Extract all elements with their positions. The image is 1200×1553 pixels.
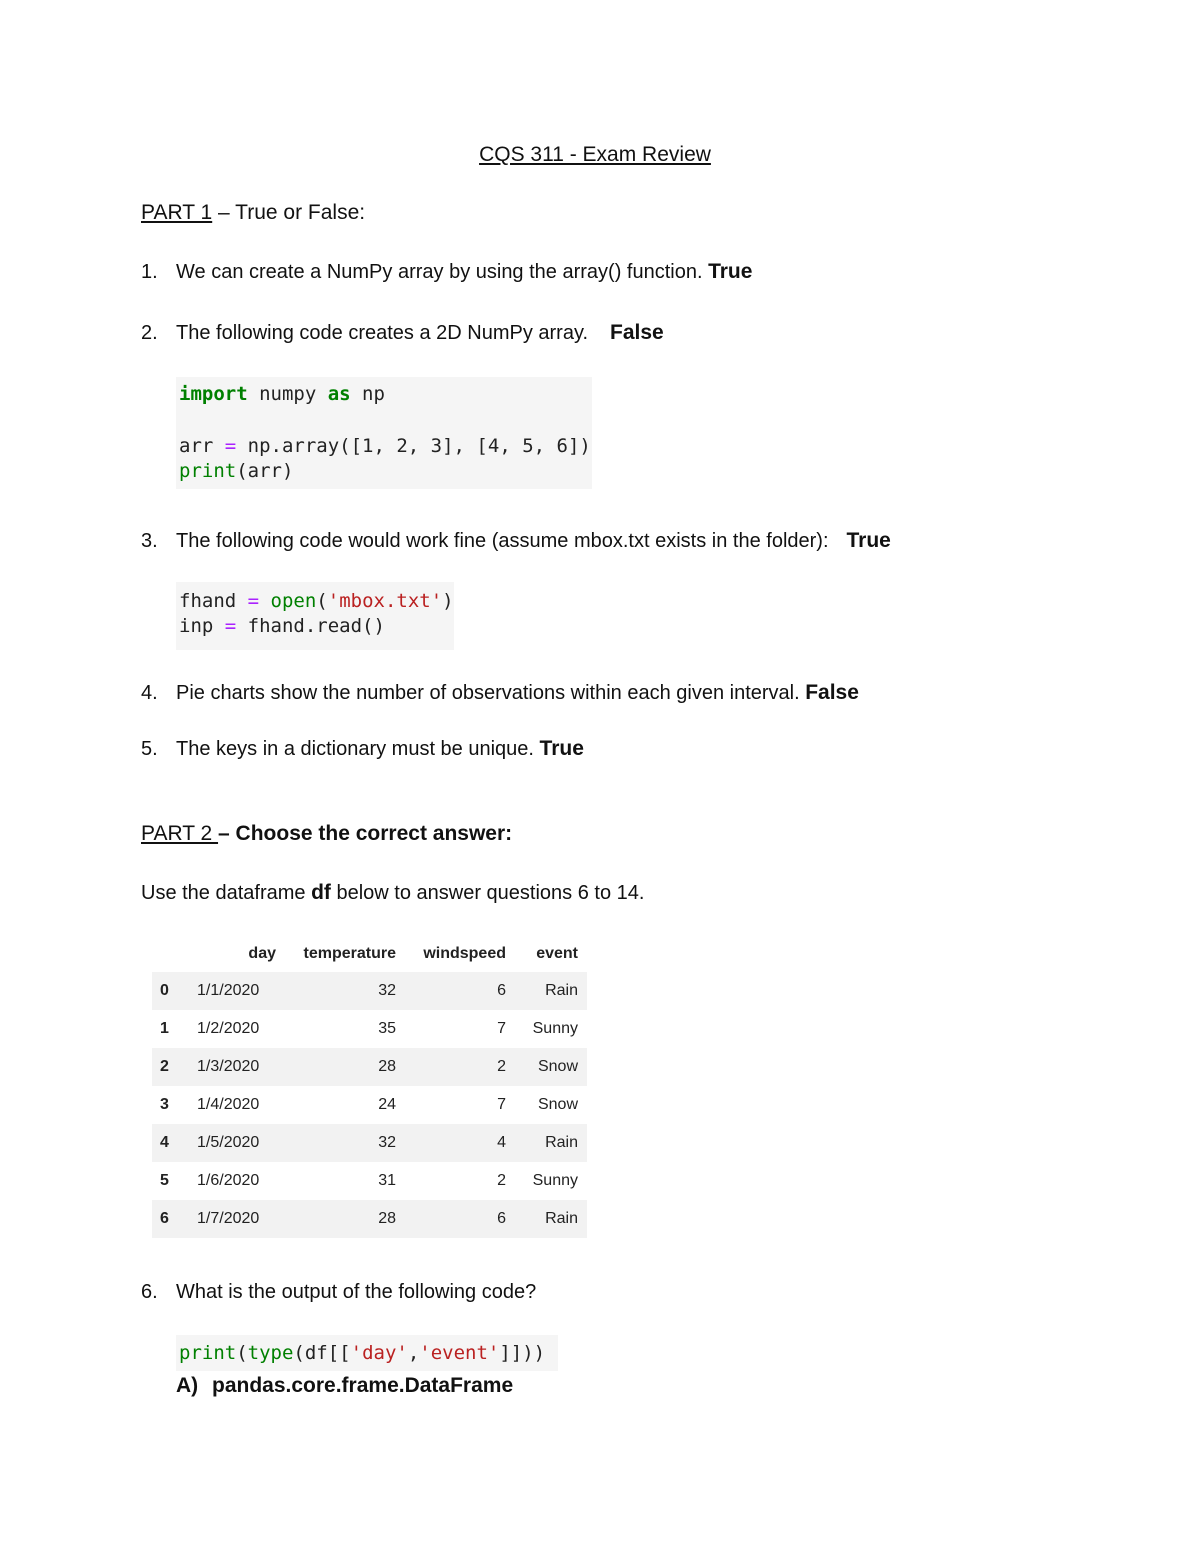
dataframe-intro (141, 881, 644, 905)
code-line-1 (179, 1342, 545, 1364)
code-token: ( (316, 590, 328, 612)
question-3 (141, 529, 891, 553)
builtin-print: print (179, 460, 237, 482)
column-header: windspeed (423, 945, 506, 962)
column-header: temperature (303, 945, 396, 962)
part1-heading (141, 201, 365, 225)
code-token: np (350, 383, 385, 405)
cell-temperature: 32 (285, 1124, 405, 1162)
cell-windspeed: 2 (497, 1172, 506, 1189)
builtin-open: open (259, 590, 317, 612)
cell-event: Sunny (532, 1020, 578, 1037)
builtin-type: type (247, 1342, 294, 1364)
code-token: ]])) (499, 1342, 546, 1364)
cell-event: Rain (515, 1200, 587, 1238)
cell-windspeed: 7 (497, 1096, 506, 1113)
row-index: 5 (160, 1172, 169, 1189)
code-token: arr (179, 435, 225, 457)
cell-windspeed: 4 (405, 1124, 515, 1162)
question-text: What is the output of the following code? (176, 1281, 537, 1303)
intro-text: Use the dataframe (141, 882, 312, 904)
code-block-type (176, 1335, 558, 1371)
question-text: The following code would work fine (assume mbox.txt exists in the folder): (176, 530, 829, 552)
part1-subtitle: – True or False: (212, 201, 366, 224)
table-row (152, 1162, 587, 1200)
cell-temperature: 31 (378, 1172, 396, 1189)
code-token: inp (179, 615, 225, 637)
question-number: 6. (141, 1281, 158, 1303)
keyword-import: import (179, 383, 248, 405)
builtin-print: print (179, 1342, 237, 1364)
question-5 (141, 737, 584, 761)
index-header (152, 936, 188, 972)
code-token: (arr) (236, 460, 294, 482)
code-token: ( (236, 1342, 248, 1364)
code-line-3 (179, 460, 293, 482)
row-index: 3 (160, 1096, 169, 1113)
column-header: day (248, 945, 276, 962)
question-number: 2. (141, 322, 158, 344)
option-a (176, 1374, 513, 1398)
intro-df-name: df (311, 881, 331, 904)
code-token: numpy (247, 383, 328, 405)
intro-text: below to answer questions 6 to 14. (330, 882, 645, 904)
string-literal: 'event' (419, 1342, 500, 1364)
option-letter: A) (176, 1374, 199, 1397)
answer: True (708, 260, 753, 283)
code-line-2 (179, 435, 591, 457)
code-line-1 (179, 590, 454, 612)
question-4 (141, 681, 859, 705)
option-text: pandas.core.frame.DataFrame (212, 1374, 514, 1397)
answer: False (610, 321, 664, 344)
cell-temperature: 32 (285, 972, 405, 1010)
string-literal: 'day' (350, 1342, 408, 1364)
cell-event: Rain (515, 1124, 587, 1162)
question-2 (141, 321, 664, 345)
table-row (152, 1124, 587, 1162)
table-row (152, 1086, 587, 1124)
code-line-2 (179, 615, 385, 637)
part1-label: PART 1 (141, 201, 213, 224)
cell-windspeed: 6 (405, 972, 515, 1010)
cell-windspeed: 6 (405, 1200, 515, 1238)
answer: True (539, 737, 584, 760)
cell-day: 1/4/2020 (197, 1096, 260, 1113)
answer: True (846, 529, 891, 552)
table-header-row (152, 936, 587, 972)
table-row (152, 1048, 587, 1086)
cell-day: 1/3/2020 (188, 1048, 285, 1086)
question-number: 1. (141, 261, 158, 283)
string-literal: 'mbox.txt' (327, 590, 443, 612)
operator: = (247, 590, 260, 612)
cell-event: Rain (515, 972, 587, 1010)
cell-day: 1/1/2020 (188, 972, 285, 1010)
code-token: fhand (179, 590, 248, 612)
question-text: The following code creates a 2D NumPy array. (176, 322, 589, 344)
operator: = (224, 615, 237, 637)
cell-event: Snow (515, 1048, 587, 1086)
question-text: The keys in a dictionary must be unique. (176, 738, 540, 760)
page-title: CQS 311 - Exam Review (479, 143, 711, 166)
part2-heading (141, 822, 512, 846)
cell-windspeed: 2 (405, 1048, 515, 1086)
cell-temperature: 24 (378, 1096, 396, 1113)
row-index: 6 (152, 1200, 188, 1238)
question-6 (141, 1281, 536, 1304)
cell-windspeed: 7 (497, 1020, 506, 1037)
cell-event: Snow (537, 1096, 578, 1113)
code-line-1 (179, 383, 385, 405)
row-index: 0 (152, 972, 188, 1010)
cell-temperature: 28 (285, 1200, 405, 1238)
question-number: 4. (141, 682, 158, 704)
table-row (152, 1200, 587, 1238)
keyword-as: as (327, 383, 351, 405)
question-number: 5. (141, 738, 158, 760)
table-row (152, 1010, 587, 1048)
code-token: , (407, 1342, 420, 1364)
table-row (152, 972, 587, 1010)
column-header: event (536, 945, 578, 962)
dataframe-table (152, 936, 587, 1238)
part2-subtitle: – Choose the correct answer: (218, 822, 513, 845)
row-index: 1 (160, 1020, 169, 1037)
question-text: We can create a NumPy array by using the array() function. (176, 261, 709, 283)
question-number: 3. (141, 530, 158, 552)
cell-day: 1/7/2020 (188, 1200, 285, 1238)
question-1 (141, 260, 752, 284)
code-token: np.array([1, 2, 3], [4, 5, 6]) (236, 435, 591, 457)
cell-day: 1/6/2020 (197, 1172, 260, 1189)
cell-day: 1/5/2020 (188, 1124, 285, 1162)
cell-day: 1/2/2020 (197, 1020, 260, 1037)
code-block-numpy (176, 377, 592, 489)
row-index: 2 (152, 1048, 188, 1086)
code-token: (df[[ (293, 1342, 351, 1364)
question-text: Pie charts show the number of observations within each given interval. (176, 682, 806, 704)
part2-label: PART 2 (141, 822, 219, 845)
cell-temperature: 35 (378, 1020, 396, 1037)
code-token: fhand.read() (236, 615, 385, 637)
cell-event: Sunny (532, 1172, 578, 1189)
code-token: ) (442, 590, 454, 612)
answer: False (805, 681, 859, 704)
code-block-file (176, 582, 454, 650)
operator: = (224, 435, 237, 457)
row-index: 4 (152, 1124, 188, 1162)
cell-temperature: 28 (285, 1048, 405, 1086)
